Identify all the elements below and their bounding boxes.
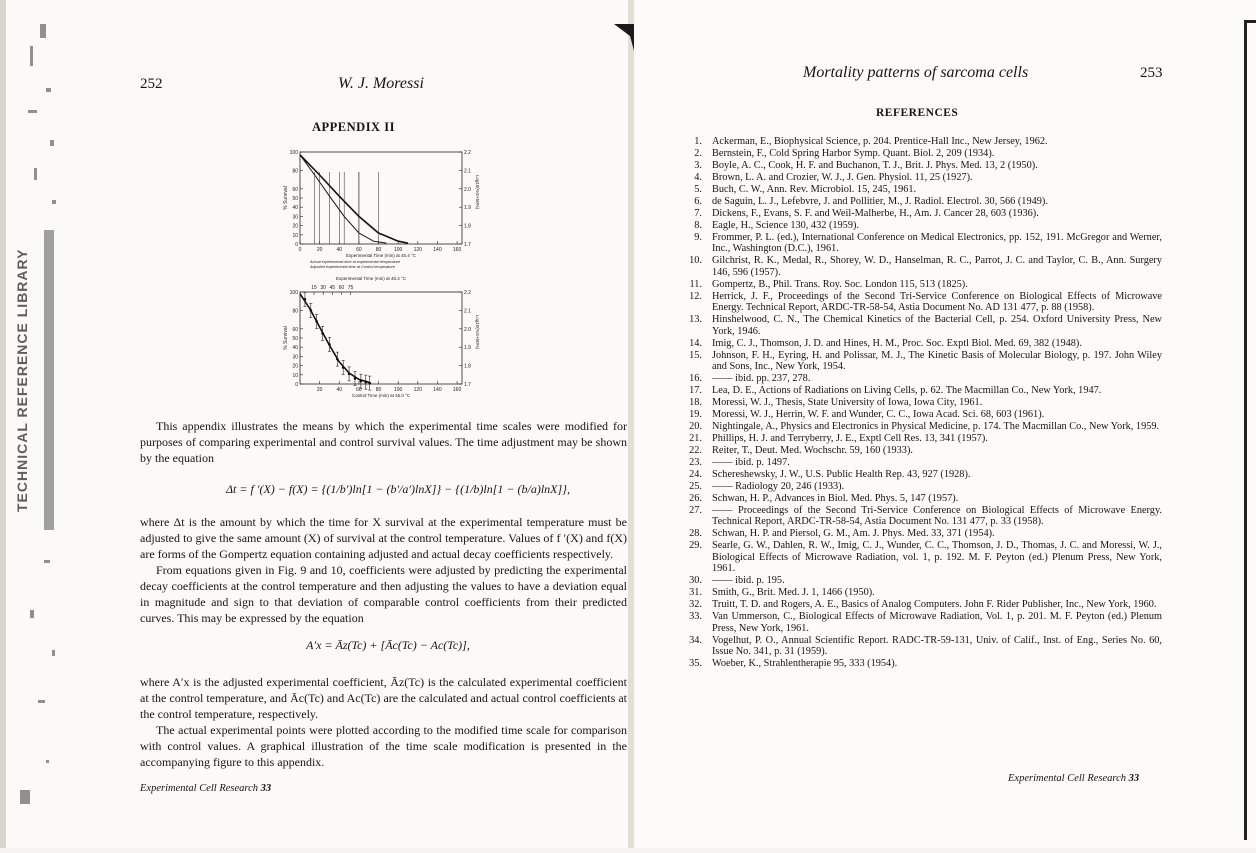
reference-number: 32. (689, 599, 702, 611)
y-tick-label: 50 (292, 196, 298, 202)
y-right-tick-label: 1.7 (464, 382, 471, 388)
data-point (364, 381, 367, 384)
reference-number: 25. (689, 481, 702, 493)
reference-item (666, 385, 1162, 396)
reference-text: —— Proceedings of the Second Tri-Service Conference on Biological Effects of Microwave Energy. Technical Report, ARDC-TR-58-54, Astia Document No. 131 477, p. 33 (1958). (712, 505, 1162, 528)
reference-number: 5. (694, 184, 702, 195)
reference-item (666, 481, 1162, 492)
x-tick-label: 120 (413, 247, 422, 253)
right-footer-volume: 33 (1128, 773, 1140, 784)
top-tick-label: 30 (320, 285, 326, 291)
reference-item (666, 184, 1162, 195)
reference-item (666, 255, 1162, 278)
reference-number: 21. (689, 433, 702, 445)
x-axis-label: Experimental Time (min) at 45.4 °C (345, 253, 417, 258)
reference-item (666, 160, 1162, 171)
paragraph-5-text: The actual experimental points were plotted according to the modified time scale for comparison with control values. A graphical illustration of the time scale modification is presented in the accompanying figure to this appendix. (140, 723, 627, 769)
y-tick-label: 30 (292, 214, 298, 221)
y-right-tick-label: 1.8 (464, 223, 471, 230)
reference-text: Johnson, F. H., Eyring, H. and Polissar, M. J., The Kinetic Basis of Molecular Biology, p. 197. John Wiley and Sons, Inc., New York, 1954. (712, 349, 1162, 373)
reference-item (666, 611, 1162, 634)
y-right-axis-label: Log10(%S+50%) (475, 314, 480, 350)
reference-number: 11. (689, 278, 702, 290)
reference-text: —— ibid. p. 1497. (712, 457, 790, 469)
top-tick-label: 75 (347, 285, 354, 291)
y-right-tick-label: 2.0 (464, 186, 471, 193)
reference-number: 15. (689, 349, 702, 361)
reference-item (666, 338, 1162, 349)
reference-text: Schwan, H. P. and Piersol, G. M., Am. J. Phys. Med. 33, 371 (1954). (712, 528, 995, 540)
x-tick-label: 40 (336, 387, 343, 393)
x-tick-label: 160 (452, 247, 462, 253)
series-line (300, 155, 408, 243)
reference-item (666, 540, 1162, 574)
plot-frame (300, 292, 462, 384)
reference-item (666, 528, 1162, 539)
reference-item (666, 505, 1162, 528)
top-tick-label: 60 (338, 285, 345, 291)
x-tick-label: 140 (433, 387, 442, 393)
paragraph-4-text: where A′x is the adjusted experimental coefficient, Āz(Tc) is the calculated experimental coefficient at the control temperature, and Āc(Tc) and Ac(Tc) are the calculated and actual control coefficients at the control temperature, respectively. (140, 675, 627, 721)
legend-entry: Actual experimental time at experimental temperature (310, 260, 401, 264)
reference-number: 16. (689, 373, 702, 385)
reference-number: 22. (689, 445, 702, 457)
data-point (304, 298, 307, 301)
binding-speckle (0, 0, 72, 848)
y-tick-label: 20 (292, 363, 298, 370)
y-tick-label: 40 (292, 345, 298, 352)
right-running-head: Mortality patterns of sarcoma cells (803, 64, 1029, 81)
references-title: REFERENCES (876, 107, 959, 119)
y-tick-label: 80 (292, 308, 298, 315)
reference-item (666, 587, 1162, 598)
y-tick-label: 10 (292, 232, 298, 239)
reference-text: Nightingale, A., Physics and Electronics in Physical Medicine, p. 174. The Macmillan Co., New York, 1959. (712, 421, 1160, 433)
data-point (360, 380, 363, 383)
reference-text: —— Radiology 20, 246 (1933). (712, 481, 845, 493)
reference-number: 4. (694, 172, 702, 183)
reference-item (666, 291, 1162, 314)
reference-number: 33. (689, 611, 702, 623)
data-point (368, 382, 371, 385)
reference-text: Schwan, H. P., Advances in Biol. Med. Phys. 5, 147 (1957). (712, 493, 959, 505)
y-right-tick-label: 1.9 (464, 205, 471, 212)
reference-number: 7. (694, 208, 702, 219)
reference-item (666, 136, 1162, 147)
reference-text: Woeber, K., Strahlentherapie 95, 333 (1954). (712, 658, 898, 670)
data-point (321, 332, 324, 335)
paragraph-2-text: where Δt is the amount by which the time for X survival at the experimental temperature must be adjusted to give the same amount (X) of survival at the control temperature. Values of f ′(X) and f(X) are forms of the Gompertz equation containing adjusted and actual decay coefficients respectively. (140, 515, 627, 561)
reference-number: 20. (689, 421, 702, 433)
reference-text: Schereshewsky, J. W., U.S. Public Health Rep. 43, 927 (1928). (712, 469, 971, 481)
reference-text: Gilchrist, R. K., Medal, R., Shorey, W. D., Hanselman, R. C., Parrot, J. C. and Taylor, C. B., Ann. Surgery 146, 596 (1957). (712, 255, 1162, 278)
reference-item (666, 409, 1162, 420)
reference-item (666, 350, 1162, 373)
reference-text: Imig, C. J., Thomson, J. D. and Hines, H. M., Proc. Soc. Exptl Biol. Med. 69, 382 (1948). (712, 337, 1082, 349)
reference-number: 29. (689, 540, 702, 552)
reference-item (666, 196, 1162, 207)
reference-item (666, 445, 1162, 456)
reference-text: Eagle, H., Science 130, 432 (1959). (712, 220, 859, 231)
x-tick-label: 0 (298, 247, 302, 253)
reference-item (666, 457, 1162, 468)
y-right-tick-label: 2.2 (464, 150, 471, 156)
top-tick-label: 45 (329, 285, 336, 291)
reference-number: 9. (694, 232, 702, 243)
reference-number: 18. (689, 397, 702, 409)
reference-text: Herrick, J. F., Proceedings of the Second Tri-Service Conference on Biological Effects of Microwave Energy. Technical Report, ARDC-TR-58-54, Astia Document No. AD 131 477, p. 88 (1958). (712, 290, 1162, 314)
y-tick-label: 100 (289, 150, 298, 156)
appendix-figure (278, 142, 484, 402)
data-point (328, 343, 331, 346)
left-page (0, 0, 628, 848)
reference-item (666, 493, 1162, 504)
page-number: 252 (140, 76, 163, 92)
x-tick-label: 60 (356, 247, 362, 253)
reference-number: 23. (689, 457, 702, 469)
reference-text: —— ibid. pp. 237, 278. (712, 373, 811, 385)
data-point (336, 358, 339, 361)
paragraph-2 (140, 514, 627, 626)
reference-text: Brown, L. A. and Crozier, W. J., J. Gen. Physiol. 11, 25 (1927). (712, 172, 973, 183)
x-tick-label: 20 (316, 247, 323, 253)
x-tick-label: 20 (316, 387, 323, 393)
reference-text: Moressi, W. J., Thesis, State University of Iowa, Iowa City, 1961. (712, 397, 983, 409)
y-tick-label: 100 (289, 290, 298, 296)
appendix-figure-svg (278, 142, 484, 402)
reference-item (666, 314, 1162, 337)
reference-item (666, 635, 1162, 658)
running-head: W. J. Moressi (338, 75, 424, 92)
y-right-tick-label: 2.0 (464, 326, 471, 333)
reference-text: Van Ummerson, C., Biological Effects of Microwave Radiation, Vol. 1, p. 201. M. F. Peyton (ed.) Plenum Press, New York, 1961. (712, 611, 1162, 634)
x-tick-label: 140 (433, 247, 442, 253)
reference-text: Buch, C. W., Ann. Rev. Microbiol. 15, 245, 1961. (712, 184, 917, 195)
reference-number: 12. (689, 290, 702, 302)
references-list (666, 136, 1162, 669)
data-point (348, 373, 351, 376)
right-page-number: 253 (1140, 65, 1163, 81)
reference-number: 1. (694, 136, 702, 147)
reference-number: 31. (689, 587, 702, 599)
reference-item (666, 397, 1162, 408)
reference-text: Smith, G., Brit. Med. J. 1, 1466 (1950). (712, 587, 875, 599)
y-right-tick-label: 1.8 (464, 363, 471, 370)
plot-frame (300, 152, 462, 244)
x-tick-label: 100 (394, 387, 403, 393)
right-footer-journal: Experimental Cell Research (1008, 773, 1126, 784)
reference-number: 17. (689, 385, 702, 397)
reference-text: Ackerman, E., Biophysical Science, p. 204. Prentice-Hall Inc., New Jersey, 1962. (712, 136, 1048, 147)
reference-text: Reiter, T., Deut. Med. Wochschr. 59, 160 (1933). (712, 445, 913, 457)
reference-item (666, 575, 1162, 586)
reference-text: Phillips, H. J. and Terryberry, J. E., Exptl Cell Res. 13, 341 (1957). (712, 433, 988, 445)
legend-entry: Adjusted experimental time at Control temperature (310, 265, 395, 269)
series-line (300, 294, 369, 382)
right-edge-mark (1238, 20, 1256, 840)
reference-text: Frommer, P. L. (ed.), International Conference on Medical Electronics, pp. 152, 191. McGregor and Werner, Inc., Washington (D.C.), 1961. (712, 232, 1162, 255)
top-tick-label: 15 (311, 285, 317, 291)
reference-number: 28. (689, 528, 702, 540)
y-right-tick-label: 2.2 (464, 290, 471, 296)
reference-item (666, 433, 1162, 444)
reference-text: Dickens, F., Evans, S. F. and Weil-Malherbe, H., Am. J. Cancer 28, 603 (1936). (712, 208, 1039, 219)
reference-number: 26. (689, 493, 702, 505)
x-tick-label: 80 (375, 247, 382, 253)
y-right-tick-label: 1.7 (464, 242, 471, 248)
reference-number: 35. (689, 658, 702, 670)
reference-item (666, 208, 1162, 219)
reference-number: 19. (689, 409, 702, 421)
reference-text: Hinshelwood, C. N., The Chemical Kinetics of the Bacterial Cell, p. 254. Oxford University Press, New York, 1946. (712, 314, 1162, 337)
reference-number: 10. (689, 255, 702, 267)
footer-volume: 33 (260, 783, 272, 794)
y-tick-label: 80 (292, 168, 298, 175)
footer-journal: Experimental Cell Research (140, 783, 258, 794)
y-tick-label: 10 (292, 372, 298, 379)
reference-item (666, 421, 1162, 432)
y-tick-label: 0 (295, 382, 298, 388)
paragraph-3-text: From equations given in Fig. 9 and 10, coefficients were adjusted by predicting the experimental decay coefficients at the control temperature and then adjusting the values to have a deviation equal in magnitude and sign to that deviation of comparable control coefficients from their predicted curves. This may be expressed by the equation (140, 563, 627, 625)
equation-2: A′x = Āz(Tc) + [Āc(Tc) − Ac(Tc)], (306, 638, 470, 652)
reference-text: Truitt, T. D. and Rogers, A. E., Basics of Analog Computers. John F. Rider Publisher, Inc., New York, 1960. (712, 599, 1157, 611)
reference-number: 24. (689, 469, 702, 481)
y-tick-label: 20 (292, 223, 298, 230)
reference-text: Vogelhut, P. O., Annual Scientific Report. RADC-TR-59-131, Univ. of Calif., Inst. of Eng., Series No. 60, Issue No. 341, p. 31 (1959). (712, 634, 1162, 658)
equation-1: Δt = f ′(X) − f(X) = {(1/b′)ln[1 − (b′/a′)lnX]} − {(1/b)ln[1 − (b/a)lnX]}, (226, 482, 570, 496)
reference-text: de Saguin, L. J., Lefebvre, J. and Pollitier, M., J. Radiol. Electrol. 30, 566 (1949). (712, 196, 1048, 207)
y-tick-label: 60 (292, 186, 298, 193)
x-tick-label: 40 (336, 247, 343, 253)
reference-number: 34. (689, 634, 702, 646)
binding-edge (0, 0, 72, 848)
reference-text: Lea, D. E., Actions of Radiations on Living Cells, p. 62. The Macmillan Co., New York, 1947. (712, 385, 1102, 397)
reference-number: 14. (689, 337, 702, 349)
y-axis-label: % Survival (283, 186, 289, 210)
x-tick-label: 60 (356, 387, 362, 393)
section-title: APPENDIX II (312, 120, 395, 134)
reference-item (666, 279, 1162, 290)
right-footer (1008, 773, 1139, 784)
y-right-tick-label: 1.9 (464, 345, 471, 352)
x-tick-label: 100 (394, 247, 403, 253)
y-right-axis-label: Log10(%S+50%) (475, 174, 480, 210)
reference-item (666, 232, 1162, 255)
y-tick-label: 50 (292, 336, 298, 342)
reference-text: Bernstein, F., Cold Spring Harbor Symp. Quant. Biol. 2, 209 (1934). (712, 148, 995, 159)
data-point (342, 366, 345, 369)
reference-item (666, 172, 1162, 183)
left-footer (140, 783, 271, 794)
data-point (315, 320, 318, 323)
library-stamp: TECHNICAL REFERENCE LIBRARY (14, 248, 30, 512)
y-tick-label: 40 (292, 205, 298, 212)
reference-item (666, 658, 1162, 669)
reference-number: 2. (694, 148, 702, 159)
reference-number: 30. (689, 575, 702, 587)
reference-text: —— ibid. p. 195. (712, 575, 785, 587)
reference-item (666, 469, 1162, 480)
reference-number: 27. (689, 505, 702, 517)
reference-number: 3. (694, 160, 702, 171)
reference-item (666, 373, 1162, 384)
paragraph-4 (140, 674, 627, 770)
reference-text: Searle, G. W., Dahlen, R. W., Imig, C. J., Wunder, C. C., Thomson, J. D., Thomas, J. C. and Moressi, W. J., Biological Effects of Microwave Radiation, vol. 1, p. 192. M. F. Peyton (ed.) Plenum Press, New York, 1961. (712, 540, 1162, 575)
y-tick-label: 60 (292, 326, 298, 333)
reference-number: 13. (689, 314, 702, 326)
y-tick-label: 0 (295, 242, 298, 248)
reference-text: Moressi, W. J., Herrin, W. F. and Wunder, C. C., Iowa Acad. Sci. 68, 603 (1961). (712, 409, 1045, 421)
y-axis-label: % Survival (283, 326, 289, 350)
reference-text: Gompertz, B., Phil. Trans. Roy. Soc. London 115, 513 (1825). (712, 278, 968, 290)
x-axis-label: Control Time (min) at 45.0 °C (351, 393, 411, 398)
y-tick-label: 30 (292, 354, 298, 361)
reference-number: 8. (694, 220, 702, 231)
data-point (310, 309, 313, 312)
data-point (354, 377, 357, 380)
reference-text: Boyle, A. C., Cook, H. F. and Buchanon, T. J., Brit. J. Phys. Med. 13, 2 (1950). (712, 160, 1038, 171)
x-tick-label: 160 (452, 387, 462, 393)
paragraph-1 (140, 418, 627, 466)
y-right-tick-label: 2.1 (464, 168, 471, 175)
x-tick-label: 80 (375, 387, 382, 393)
reference-item (666, 148, 1162, 159)
paragraph-1-text: This appendix illustrates the means by which the experimental time scales were modified for purposes of comparing experimental and control survival values. The time adjustment may be shown by the equation (140, 419, 627, 465)
y-right-tick-label: 2.1 (464, 308, 471, 315)
top-axis-label: Experimental Time (min) at 45.4 °C (335, 276, 407, 281)
x-tick-label: 120 (413, 387, 422, 393)
reference-number: 6. (694, 196, 702, 207)
reference-item (666, 599, 1162, 610)
reference-item (666, 220, 1162, 231)
